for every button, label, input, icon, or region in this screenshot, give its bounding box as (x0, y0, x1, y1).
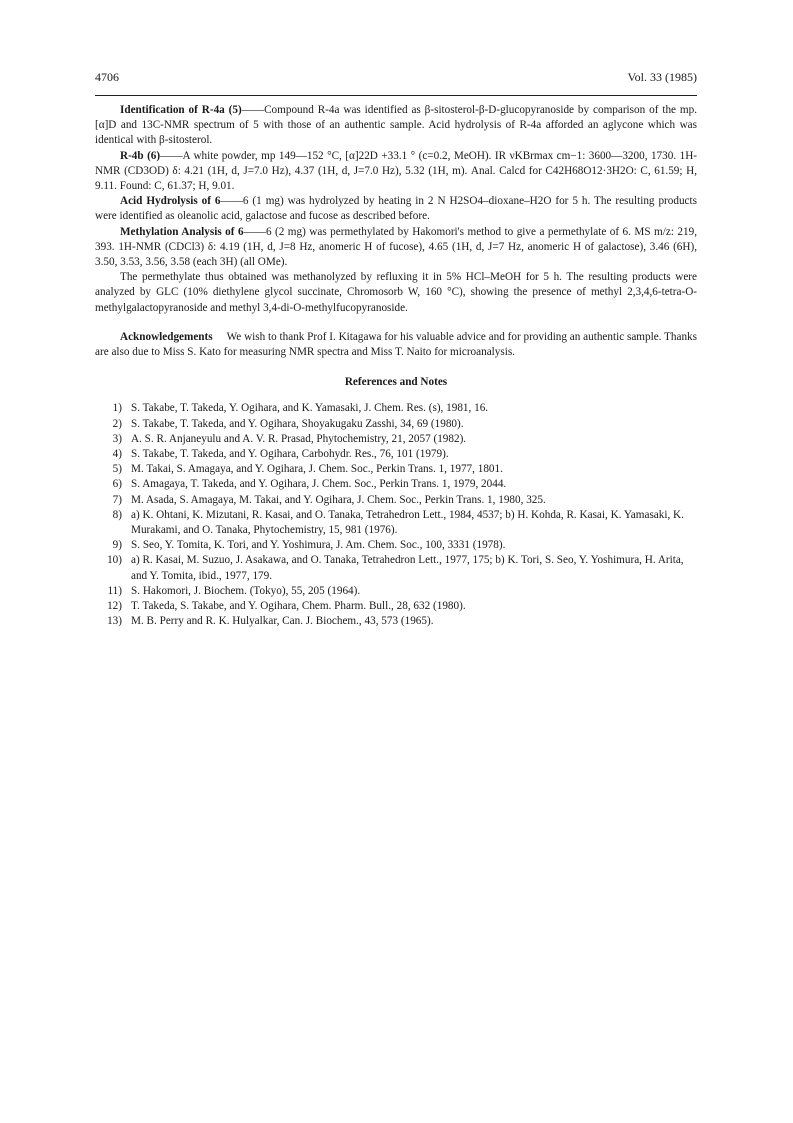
reference-item (95, 538, 697, 553)
paragraph-lead: Methylation Analysis of 6 (120, 225, 244, 238)
paragraph-text: ——Compound R-4a was identified as β-sitosterol-β-D-glucopyranoside by comparison of the mp. [α]D and 13C-NMR spectrum of 5 with those of an authentic sample. Acid hydrolysis of R-4a afforded an aglycone which was identical with β-sitosterol. (95, 104, 697, 147)
reference-text: S. Takabe, T. Takeda, Y. Ogihara, and K. Yamasaki, J. Chem. Res. (s), 1981, 16. (131, 402, 489, 415)
reference-text: S. Amagaya, T. Takeda, and Y. Ogihara, J. Chem. Soc., Perkin Trans. 1, 1979, 2044. (131, 478, 507, 491)
reference-text: a) R. Kasai, M. Suzuo, J. Asakawa, and O. Tanaka, Tetrahedron Lett., 1977, 175; b) K. Tori, S. Seo, Y. Yoshimura, H. Arita, and Y. Tomita, ibid., 1977, 179. (131, 554, 684, 582)
reference-number: 11) (107, 584, 122, 597)
paragraph-lead: R-4b (6) (120, 149, 161, 162)
reference-item (95, 493, 697, 508)
reference-item (95, 477, 697, 492)
header-rule (95, 95, 697, 96)
reference-number: 4) (112, 448, 122, 461)
reference-item (95, 614, 697, 629)
paragraph-text: ——A white powder, mp 149—152 °C, [α]22D +33.1 ° (c=0.2, MeOH). IR νKBrmax cm−1: 3600—3200, 1730. 1H-NMR (CD3OD) δ: 4.21 (1H, d, J=7.0 Hz), 4.37 (1H, d, J=7.0 Hz), 5.32 (1H, m). Anal. Calcd for C42H68O12·3H2O: C, 61.59; H, 9.11. Found: C, 61.37; H, 9.01. (95, 149, 697, 193)
reference-list (95, 401, 697, 629)
reference-item (95, 447, 697, 462)
reference-number: 1) (112, 402, 122, 415)
reference-number: 13) (107, 615, 122, 628)
reference-number: 2) (112, 417, 122, 430)
reference-item (95, 432, 697, 447)
volume-label: Vol. 33 (1985) (627, 70, 697, 84)
reference-number: 10) (107, 554, 122, 567)
reference-number: 12) (107, 600, 122, 613)
paragraph-acknowledgements (95, 330, 697, 360)
paragraph-acid-hydrolysis (95, 194, 697, 224)
paragraph-permethylate (95, 270, 697, 316)
reference-text: S. Takabe, T. Takeda, and Y. Ogihara, Carbohydr. Res., 76, 101 (1979). (131, 448, 449, 461)
reference-item (95, 599, 697, 614)
reference-item (95, 417, 697, 432)
paragraph-lead: Identification of R-4a (5) (120, 104, 242, 116)
reference-text: A. S. R. Anjaneyulu and A. V. R. Prasad, Phytochemistry, 21, 2057 (1982). (131, 432, 467, 445)
paragraph-text: The permethylate thus obtained was methanolyzed by refluxing it in 5% HCl–MeOH for 5 h. The resulting products were analyzed by GLC (10% diethylene glycol succinate, Chromosorb W, 160 °C), showing the presence of methyl 2,3,4,6-tetra-O-methylgalactopyranoside and methyl 3,4-di-O-methylfucopyranoside. (95, 271, 697, 314)
reference-item (95, 462, 697, 477)
reference-text: S. Takabe, T. Takeda, and Y. Ogihara, Shoyakugaku Zasshi, 34, 69 (1980). (131, 417, 464, 430)
reference-number: 8) (112, 508, 122, 521)
reference-number: 7) (112, 493, 122, 506)
reference-text: M. Takai, S. Amagaya, and Y. Ogihara, J. Chem. Soc., Perkin Trans. 1, 1977, 1801. (131, 463, 503, 476)
reference-text: a) K. Ohtani, K. Mizutani, R. Kasai, and O. Tanaka, Tetrahedron Lett., 1984, 4537; b) H. Kohda, R. Kasai, K. Yamasaki, K. Murakami, and O. Tanaka, Phytochemistry, 15, 981 (1976). (131, 508, 684, 537)
article-body (95, 103, 697, 630)
references-heading: References and Notes (344, 376, 448, 389)
reference-text: S. Seo, Y. Tomita, K. Tori, and Y. Yoshimura, J. Am. Chem. Soc., 100, 3331 (1978). (131, 539, 506, 552)
paragraph-text: ——6 (1 mg) was hydrolyzed by heating in 2 N H2SO4–dioxane–H2O for 5 h. The resulting products were identified as oleanolic acid, galactose and fucose as described before. (95, 195, 697, 223)
paragraph-lead: Acid Hydrolysis of 6 (120, 195, 221, 208)
reference-item (95, 584, 697, 599)
paragraph-r4b (95, 149, 697, 195)
paragraph-text: ——6 (2 mg) was permethylated by Hakomori's method to give a permethylate of 6. MS m/z: 219, 393. 1H-NMR (CDCl3) δ: 4.19 (1H, d, J=8 Hz, anomeric H of fucose), 4.65 (1H, d, J=7 Hz, anomeric H of galactose), 3.46 (6H), 3.50, 3.53, 3.56, 3.58 (each 3H) (all OMe). (95, 225, 697, 269)
reference-number: 3) (112, 432, 122, 445)
reference-item (95, 508, 697, 538)
paragraph-methylation (95, 225, 697, 271)
running-header (95, 70, 697, 88)
reference-item (95, 401, 697, 416)
paragraph-r4a (95, 103, 697, 149)
reference-number: 6) (112, 478, 122, 491)
paragraph-lead: Acknowledgements (120, 330, 213, 343)
reference-text: M. Asada, S. Amagaya, M. Takai, and Y. Ogihara, J. Chem. Soc., Perkin Trans. 1, 1980, 325. (131, 493, 546, 506)
page-number: 4706 (95, 70, 119, 84)
reference-number: 5) (112, 463, 122, 476)
reference-text: M. B. Perry and R. K. Hulyalkar, Can. J. Biochem., 43, 573 (1965). (131, 615, 434, 628)
reference-text: T. Takeda, S. Takabe, and Y. Ogihara, Chem. Pharm. Bull., 28, 632 (1980). (131, 600, 466, 613)
reference-item (95, 553, 697, 583)
reference-text: S. Hakomori, J. Biochem. (Tokyo), 55, 205 (1964). (131, 584, 361, 597)
paragraph-text: We wish to thank Prof I. Kitagawa for his valuable advice and for providing an authentic sample. Thanks are also due to Miss S. Kato for measuring NMR spectra and Miss T. Naito for microanalysis. (95, 330, 697, 359)
reference-number: 9) (112, 539, 122, 552)
